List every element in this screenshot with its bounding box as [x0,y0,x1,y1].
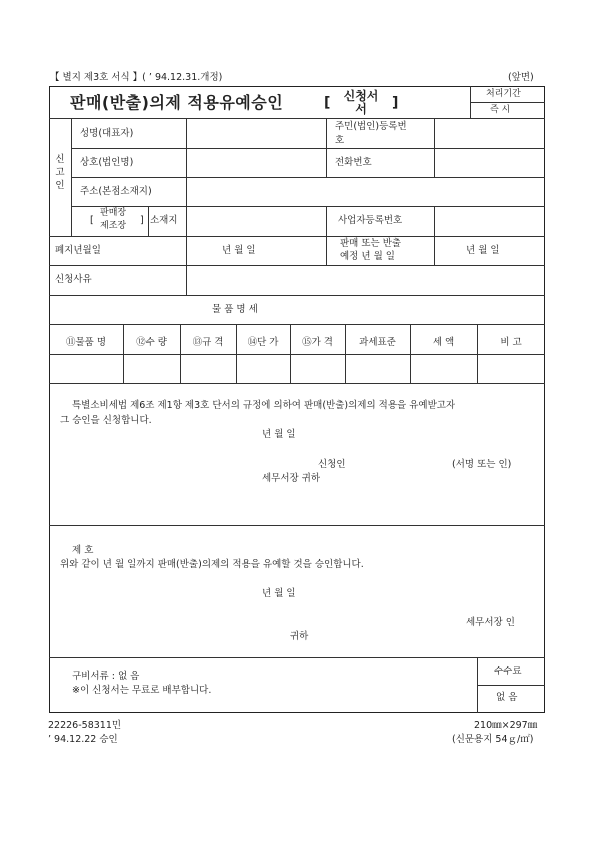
applicant-side-label: 신 고 인 [55,154,65,191]
required-docs: 구비서류 : 없 음 [72,671,140,682]
processing-period-value: 즉 시 [490,105,511,115]
processing-period-label: 처리기간 [486,89,521,99]
paper-size: 210㎜×297㎜ [474,720,538,731]
application-body-line1: 특별소비세법 제6조 제1항 제3호 단서의 규정에 의하여 판매(반출)의제의 적용을 유예받고자 [72,400,456,411]
form-title: 판매(반출)의제 적용유예승인 [70,93,284,112]
app-type: 신청서 서 [343,89,379,116]
store-type-factory: 제조장 [100,221,127,231]
fee-label: 수수료 [494,666,522,677]
planned-date-label-line1: 판매 또는 반출 [340,238,402,249]
col-tax-base: 과세표준 [359,337,396,348]
col-unit-price: ⑭단 가 [247,337,279,348]
app-type-bracket-close: ] [392,95,399,111]
form-code: 22226-58311민 [48,720,122,731]
resident-no-label-line1: 주민(법인)등록번 [335,121,407,132]
approval-office-seal: 세무서장 인 [466,617,515,628]
company-label: 상호(법인명) [80,157,134,168]
approval-number: 제 호 [72,545,94,556]
page-side-label: (앞면) [508,72,534,83]
paper-type: (신문용지 54ｇ/㎡) [452,734,534,745]
free-distribution-note: ※이 신청서는 무료로 배부합니다. [72,685,212,696]
col-tax-amount: 세 액 [432,337,455,348]
col-spec: ⑬규 격 [192,337,224,348]
store-bracket-open: [ [90,215,94,226]
closure-date-label: 폐지년월일 [55,245,101,256]
phone-label: 전화번호 [335,157,372,168]
col-price: ⑮가 격 [302,337,333,348]
location-label: 소재지 [150,215,178,226]
planned-date-label-line2: 예정 년 월 일 [340,251,395,262]
resident-no-label-line2: 호 [335,135,345,146]
biz-reg-no-label: 사업자등록번호 [338,215,403,226]
form-approval-date: ’ 94.12.22 승인 [48,734,118,745]
form-id: 【 별지 제3호 서식 】( ’ 94.12.31.개정) [50,72,223,83]
approval-addressee: 귀하 [290,631,309,642]
applicant-signature-label: 신청인 [318,459,346,470]
planned-date-value: 년 월 일 [466,245,500,256]
store-bracket-close: ] [140,215,144,226]
col-item-name: ⑪물품 명 [65,337,107,348]
col-quantity: ⑫수 량 [136,337,167,348]
store-type-sales: 판매장 [100,208,127,218]
app-type-bracket-open: [ [324,95,331,111]
approval-date: 년 월 일 [262,588,296,599]
sign-or-seal-label: (서명 또는 인) [452,459,512,470]
name-label: 성명(대표자) [80,128,134,139]
closure-date-value: 년 월 일 [222,245,256,256]
application-body-line2: 그 승인을 신청합니다. [60,415,152,426]
application-date: 년 월 일 [262,429,296,440]
fee-value: 없 음 [496,692,518,703]
items-section-title: 물 품 명 세 [212,304,258,315]
application-addressee: 세무서장 귀하 [262,473,321,484]
approval-body: 위와 같이 년 월 일까지 판매(반출)의제의 적용을 유예할 것을 승인합니다. [60,559,364,570]
address-label: 주소(본점소재지) [80,186,152,197]
reason-label: 신청사유 [55,274,92,285]
col-remarks: 비 고 [500,337,522,348]
